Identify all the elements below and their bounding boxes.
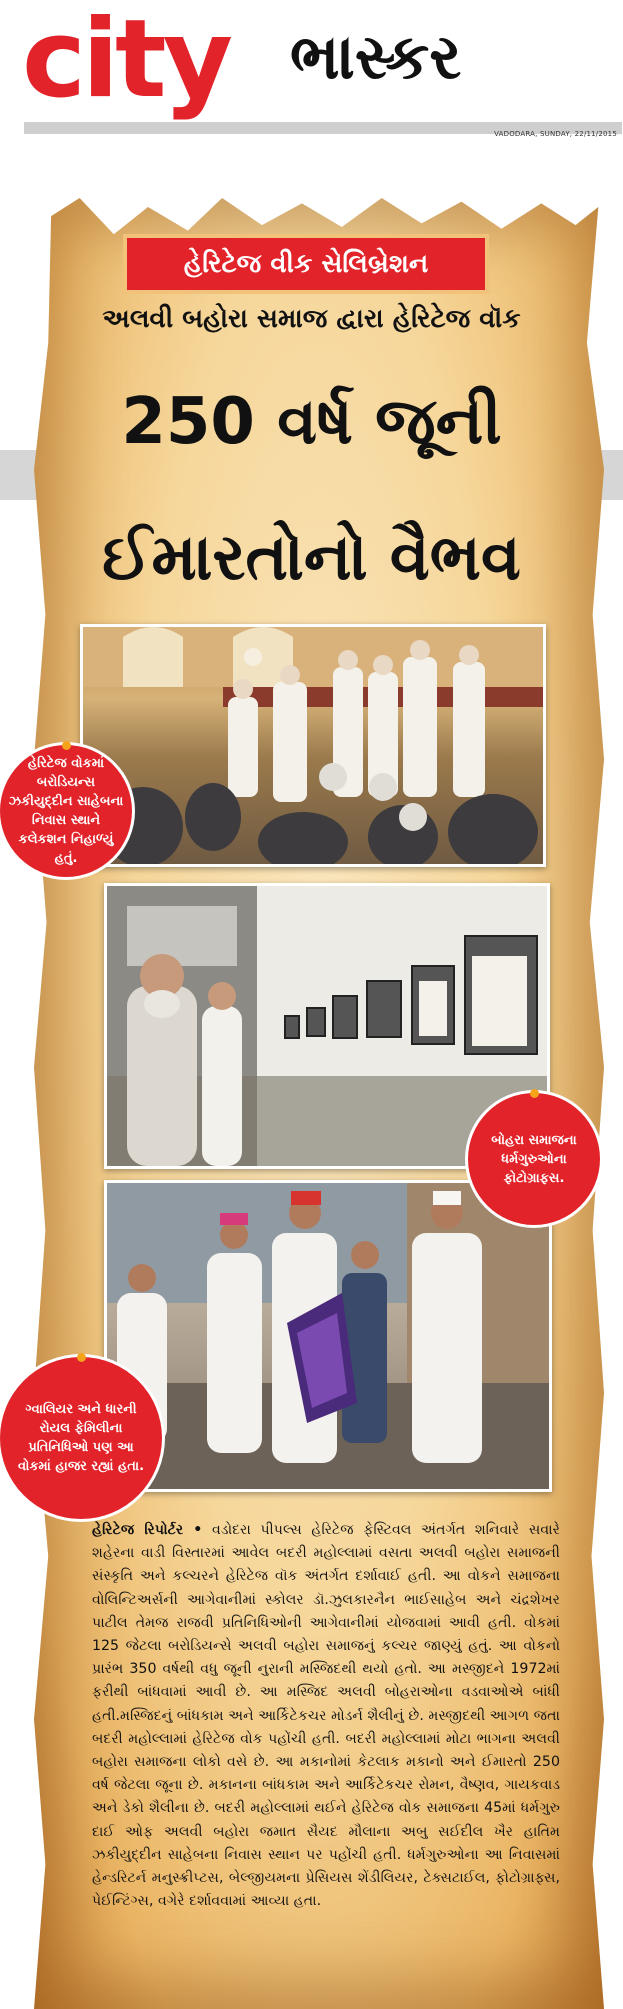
banner-label: હેરિટેજ વીક સેલિબ્રેશન (183, 248, 429, 279)
logo-bhaskar: ભાસ્કર (290, 20, 462, 93)
photo-residence-gathering-illustration (83, 627, 543, 864)
callout-royal-family (0, 1357, 162, 1519)
callout-text: ગ્વાલિયર અને ધારની રોયલ ફેમિલીના પ્રતિનિધિઓ પણ આ વોકમાં હાજર રહ્યાં હતા. (17, 1402, 145, 1474)
logo-city: city (22, 0, 230, 122)
callout-dot (62, 741, 71, 750)
dateline: VADODARA, SUNDAY, 22/11/2015 (494, 130, 617, 138)
callout-text: હેરિટેજ વોકમાં બરોડિયન્સ ઝકીયુદ્દીન સાહેબના નિવાસ સ્થાને કલેકશન નિહાળ્યું હતું. (8, 756, 124, 866)
subheadline: અલવી બહોરા સમાજ દ્વારા હેરિટેજ વૉક (102, 304, 521, 334)
photo-residence-gathering (80, 624, 546, 867)
masthead (0, 0, 623, 145)
headline-line-2: ઈમારતોનો વૈભવ (102, 521, 521, 595)
callout-dot (530, 1089, 539, 1098)
callout-religious-leaders-photos (468, 1093, 600, 1225)
callout-text: બોહરા સમાજના ધર્મગુરુઓના ફોટોગ્રાફસ. (491, 1132, 577, 1186)
article-body (92, 1519, 560, 1913)
photo-royal-family-walk-illustration (107, 1183, 549, 1489)
article-byline: હેરિટેજ રિપોર્ટર • (92, 1522, 203, 1538)
callout-dot (77, 1353, 86, 1362)
section-banner (127, 238, 485, 290)
photo-royal-family-walk (104, 1180, 552, 1492)
article-text: વડોદરા પીપલ્સ હેરિટેજ ફેસ્ટિવલ અંતર્ગત શનિવારે સવારે શહેરના વાડી વિસ્તારમાં આવેલ બદરી મહોલ્લામાં વસતા અલવી બહોરા સમાજની સંસ્કૃતિ અને કલ્ચરને હેરિટેજ વૉક અંતર્ગત દર્શાવાઈ હતી. આ વોકને સમાજના વોલિન્ટિઅર્સની આગેવાનીમાં સ્કોલર ડૉ.ઝુલકારનૈન ભાઈસાહેબ અને ચંદ્રશેખર પાટીલ તેમજ રાજવી પ્રતિનિધિઓની આગેવાનીમાં યોજવામાં આવી હતી. વોકમાં 125 જેટલા બરોડિયન્સે અલવી બહોરા સમાજનું કલ્ચર જાણ્યું હતું. આ વોકનો પ્રારંભ 350 વર્ષથી વધુ જૂની નુરાની મસ્જિદથી થયો હતો. આ મસ્જીદને 1972માં ફરીથી બાંધવામાં આવી છે. આ મસ્જિદ અલવી બોહરાઓના વડવાઓએ બાંધી હતી.મસ્જિદનું બાંધકામ અને આર્કિટેકચર મોડર્ન શૈલીનું છે. મસ્જીદથી આગળ જતા બદરી મહોલ્લામાં હેરિટેજ વોક પહોંચી હતી. બદરી મહોલ્લામાં મોટા ભાગના અલવી બહોરા સમાજના લોકો વસે છે. આ મકાનોમાં કેટલાક મકાનો અને ઈમારતો 250 વર્ષ જેટલા જૂના છે. મકાનના બાંધકામ અને આર્કિટેકચર રોમન, વૈષ્ણવ, ગાયકવાડ અને ડેકો શૈલીના છે. બદરી મહોલ્લામાં થઈને હેરિટેજ વોક સમાજના 45માં ધર્મગુરુ દાઈ ઓફ અલવી બહોરા જમાત સૈયદ મૌલાના અબુ સઈદીલ ખૈર હાતિમ ઝકીયુદ્દીન સાહેબના નિવાસ સ્થાન પર પહોંચી હતી. ધર્મગુરુઓના આ નિવાસમાં હેન્ડરિટર્ન મનુસ્ક્રીપ્ટસ, બેલ્જીયમના પ્રેસિયસ શેંડીલિયર, ટેક્સટાઈલ, ફોટોગ્રાફ્સ, પેઈન્ટિંગ્સ, વગેરે દર્શાવવામાં આવ્યા હતા. (92, 1522, 560, 1910)
headline-line-1: 250 વર્ષ જૂની (121, 385, 502, 459)
callout-residence-collection (0, 745, 132, 877)
